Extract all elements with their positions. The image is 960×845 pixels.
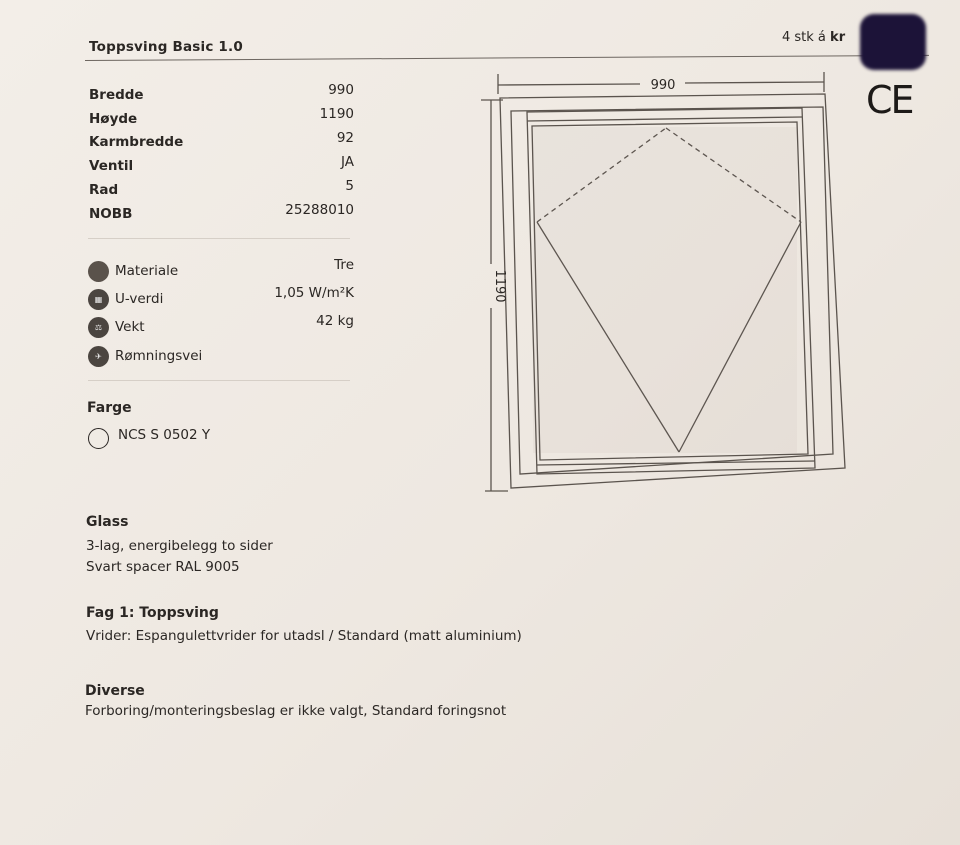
spec-row-karmbredde [89,130,354,154]
price-text [782,30,845,45]
spec-row-bredde [89,82,354,107]
feature-row-materiale [88,257,354,283]
glass-line-1: 3-lag, energibelegg to sider [86,538,273,554]
width-label: 990 [650,78,676,93]
spec-row-hoyde [89,106,354,131]
height-label: 1190 [492,269,507,303]
spec-label: Karmbredde [89,134,184,150]
header-divider [85,55,929,61]
spec-value: 1190 [319,106,354,122]
farge-value: NCS S 0502 Y [118,427,211,443]
spec-value: 990 [328,82,354,98]
feature-value: 1,05 W/m²K [274,285,354,301]
sash-top-rail [527,117,802,121]
escape-route-icon: ✈ [88,346,109,367]
fag-heading: Fag 1: Toppsving [86,605,219,621]
price-prefix: 4 stk á [782,30,826,45]
window-drawing [475,68,855,498]
width-dimension-line [685,82,824,83]
feature-row-romningsvei [88,346,354,368]
section-divider [88,380,350,381]
diverse-heading: Diverse [85,683,145,699]
spec-label: Høyde [89,111,138,127]
feature-label: Rømningsvei [115,348,203,364]
feature-label: Materiale [115,263,179,279]
fag-line [86,628,522,644]
feature-value: Tre [334,257,354,273]
feature-row-u-verdi [88,285,354,311]
product-title: Toppsving Basic 1.0 [89,39,243,55]
glass-heading: Glass [86,514,129,530]
spec-row-ventil [89,154,354,178]
spec-label: Rad [89,182,119,198]
feature-label: Vekt [115,319,145,335]
fag-label: Vrider: [86,628,132,644]
glass-tint [533,127,797,453]
price-currency: kr [830,30,846,45]
spec-value: 5 [345,178,354,194]
spec-row-rad [89,178,354,202]
spec-label: NOBB [89,206,133,222]
glass-line-2: Svart spacer RAL 9005 [86,559,240,575]
width-dimension-line [498,84,640,85]
spec-label: Ventil [89,158,134,174]
fag-text: Espangulettvrider for utadsl / Standard (matt aluminium) [135,628,522,644]
spec-value: 92 [336,130,354,146]
spec-label: Bredde [89,87,144,103]
feature-row-vekt [88,313,354,339]
color-swatch-icon [88,428,109,449]
weight-icon: ⚖ [88,317,109,338]
farge-heading: Farge [87,400,132,416]
u-value-icon: ▦ [88,289,109,310]
spec-row-nobb [89,202,354,226]
material-icon [88,261,109,282]
redacted-price [860,14,926,70]
ce-mark: CE [866,78,913,122]
feature-value: 42 kg [316,313,354,329]
spec-value: 25288010 [285,202,354,218]
section-divider [88,238,350,239]
feature-label: U-verdi [115,291,164,307]
diverse-text: Forboring/monteringsbeslag er ikke valgt, Standard foringsnot [85,703,507,719]
spec-value: JA [341,154,354,170]
